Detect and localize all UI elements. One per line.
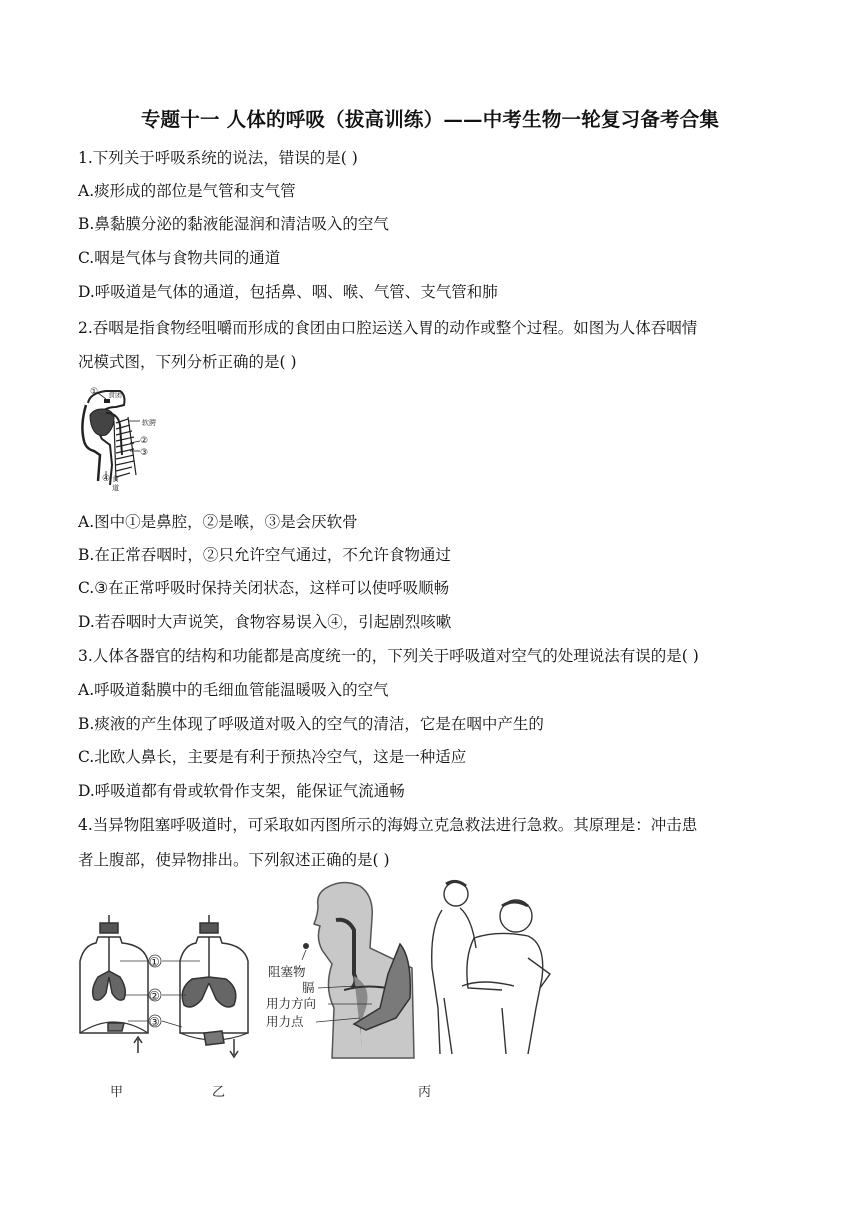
bell-jar-yi <box>180 915 248 1057</box>
question-2-option-c: C.③在正常呼吸时保持关闭状态，这样可以使呼吸顺畅 <box>78 579 450 597</box>
question-1-option-d: D.呼吸道是气体的通道，包括鼻、咽、喉、气管、支气管和肺 <box>78 283 498 301</box>
question-2-option-a: A.图中①是鼻腔，②是喉，③是会厌软骨 <box>78 513 358 531</box>
bell-jar-jia <box>80 915 148 1053</box>
question-2-option-b: B.在正常吞咽时，②只允许空气通过，不允许食物通过 <box>78 546 451 564</box>
label-esophagus-1: 食 <box>112 475 119 483</box>
figure-caption-jia: 甲 <box>110 1085 124 1100</box>
question-3-option-b: B.痰液的产生体现了呼吸道对吸入的空气的清洁，它是在咽中产生的 <box>78 715 544 733</box>
heimlich-figure <box>262 878 552 1068</box>
label-4: ④ <box>102 474 111 484</box>
label-food-bolus: 食团 <box>108 391 122 399</box>
question-1-option-b: B.鼻黏膜分泌的黏液能湿润和清洁吸入的空气 <box>78 215 389 233</box>
question-2-option-d: D.若吞咽时大声说笑，食物容易误入④，引起剧烈咳嗽 <box>78 613 452 631</box>
question-1-option-a: A.痰形成的部位是气管和支气管 <box>78 182 296 200</box>
question-3-option-c: C.北欧人鼻长，主要是有利于预热冷空气，这是一种适应 <box>78 748 467 766</box>
label-jar-1: ① <box>149 955 160 969</box>
figure-caption-yi: 乙 <box>212 1085 226 1100</box>
question-3-stem: 3.人体各器官的结构和功能都是高度统一的，下列关于呼吸道对空气的处理说法有误的是( ) <box>78 647 699 665</box>
question-3-option-a: A.呼吸道黏膜中的毛细血管能温暖吸入的空气 <box>78 681 389 699</box>
label-soft-palate: 软腭 <box>142 419 156 427</box>
bell-jar-model-figure <box>78 915 268 1065</box>
label-esophagus-2: 道 <box>112 484 119 492</box>
label-3: ③ <box>140 448 149 458</box>
label-obstruction: 阻塞物 <box>268 964 306 979</box>
body-profile <box>314 882 414 1058</box>
page-title: 专题十一 人体的呼吸（拔高训练）——中考生物一轮复习备考合集 <box>140 108 720 131</box>
question-1-stem: 1.下列关于呼吸系统的说法，错误的是( ) <box>78 149 358 167</box>
question-4-stem-line-1: 4.当异物阻塞呼吸道时，可采取如丙图所示的海姆立克急救法进行急救。其原理是：冲击患 <box>78 816 698 834</box>
label-jar-3: ③ <box>149 1015 160 1029</box>
question-4-stem-line-2: 者上腹部，使异物排出。下列叙述正确的是( ) <box>78 851 390 869</box>
label-jar-2: ② <box>149 989 160 1003</box>
figure-caption-bing: 丙 <box>418 1085 432 1100</box>
label-1: ① <box>90 387 99 397</box>
swallowing-diagram <box>76 385 166 495</box>
rescuer-and-patient <box>432 881 550 1054</box>
question-1-option-c: C.咽是气体与食物共同的通道 <box>78 249 281 267</box>
label-diaphragm: 膈 <box>302 980 315 995</box>
question-3-option-d: D.呼吸道都有骨或软骨作支架，能保证气流通畅 <box>78 782 405 800</box>
label-force-direction: 用力方向 <box>266 996 317 1011</box>
label-force-point: 用力点 <box>266 1014 304 1029</box>
question-2-stem-line-1: 2.吞咽是指食物经咀嚼而形成的食团由口腔运送入胃的动作或整个过程。如图为人体吞咽情 <box>78 319 698 337</box>
label-2: ② <box>140 436 149 446</box>
question-2-stem-line-2: 况模式图，下列分析正确的是( ) <box>78 353 297 371</box>
